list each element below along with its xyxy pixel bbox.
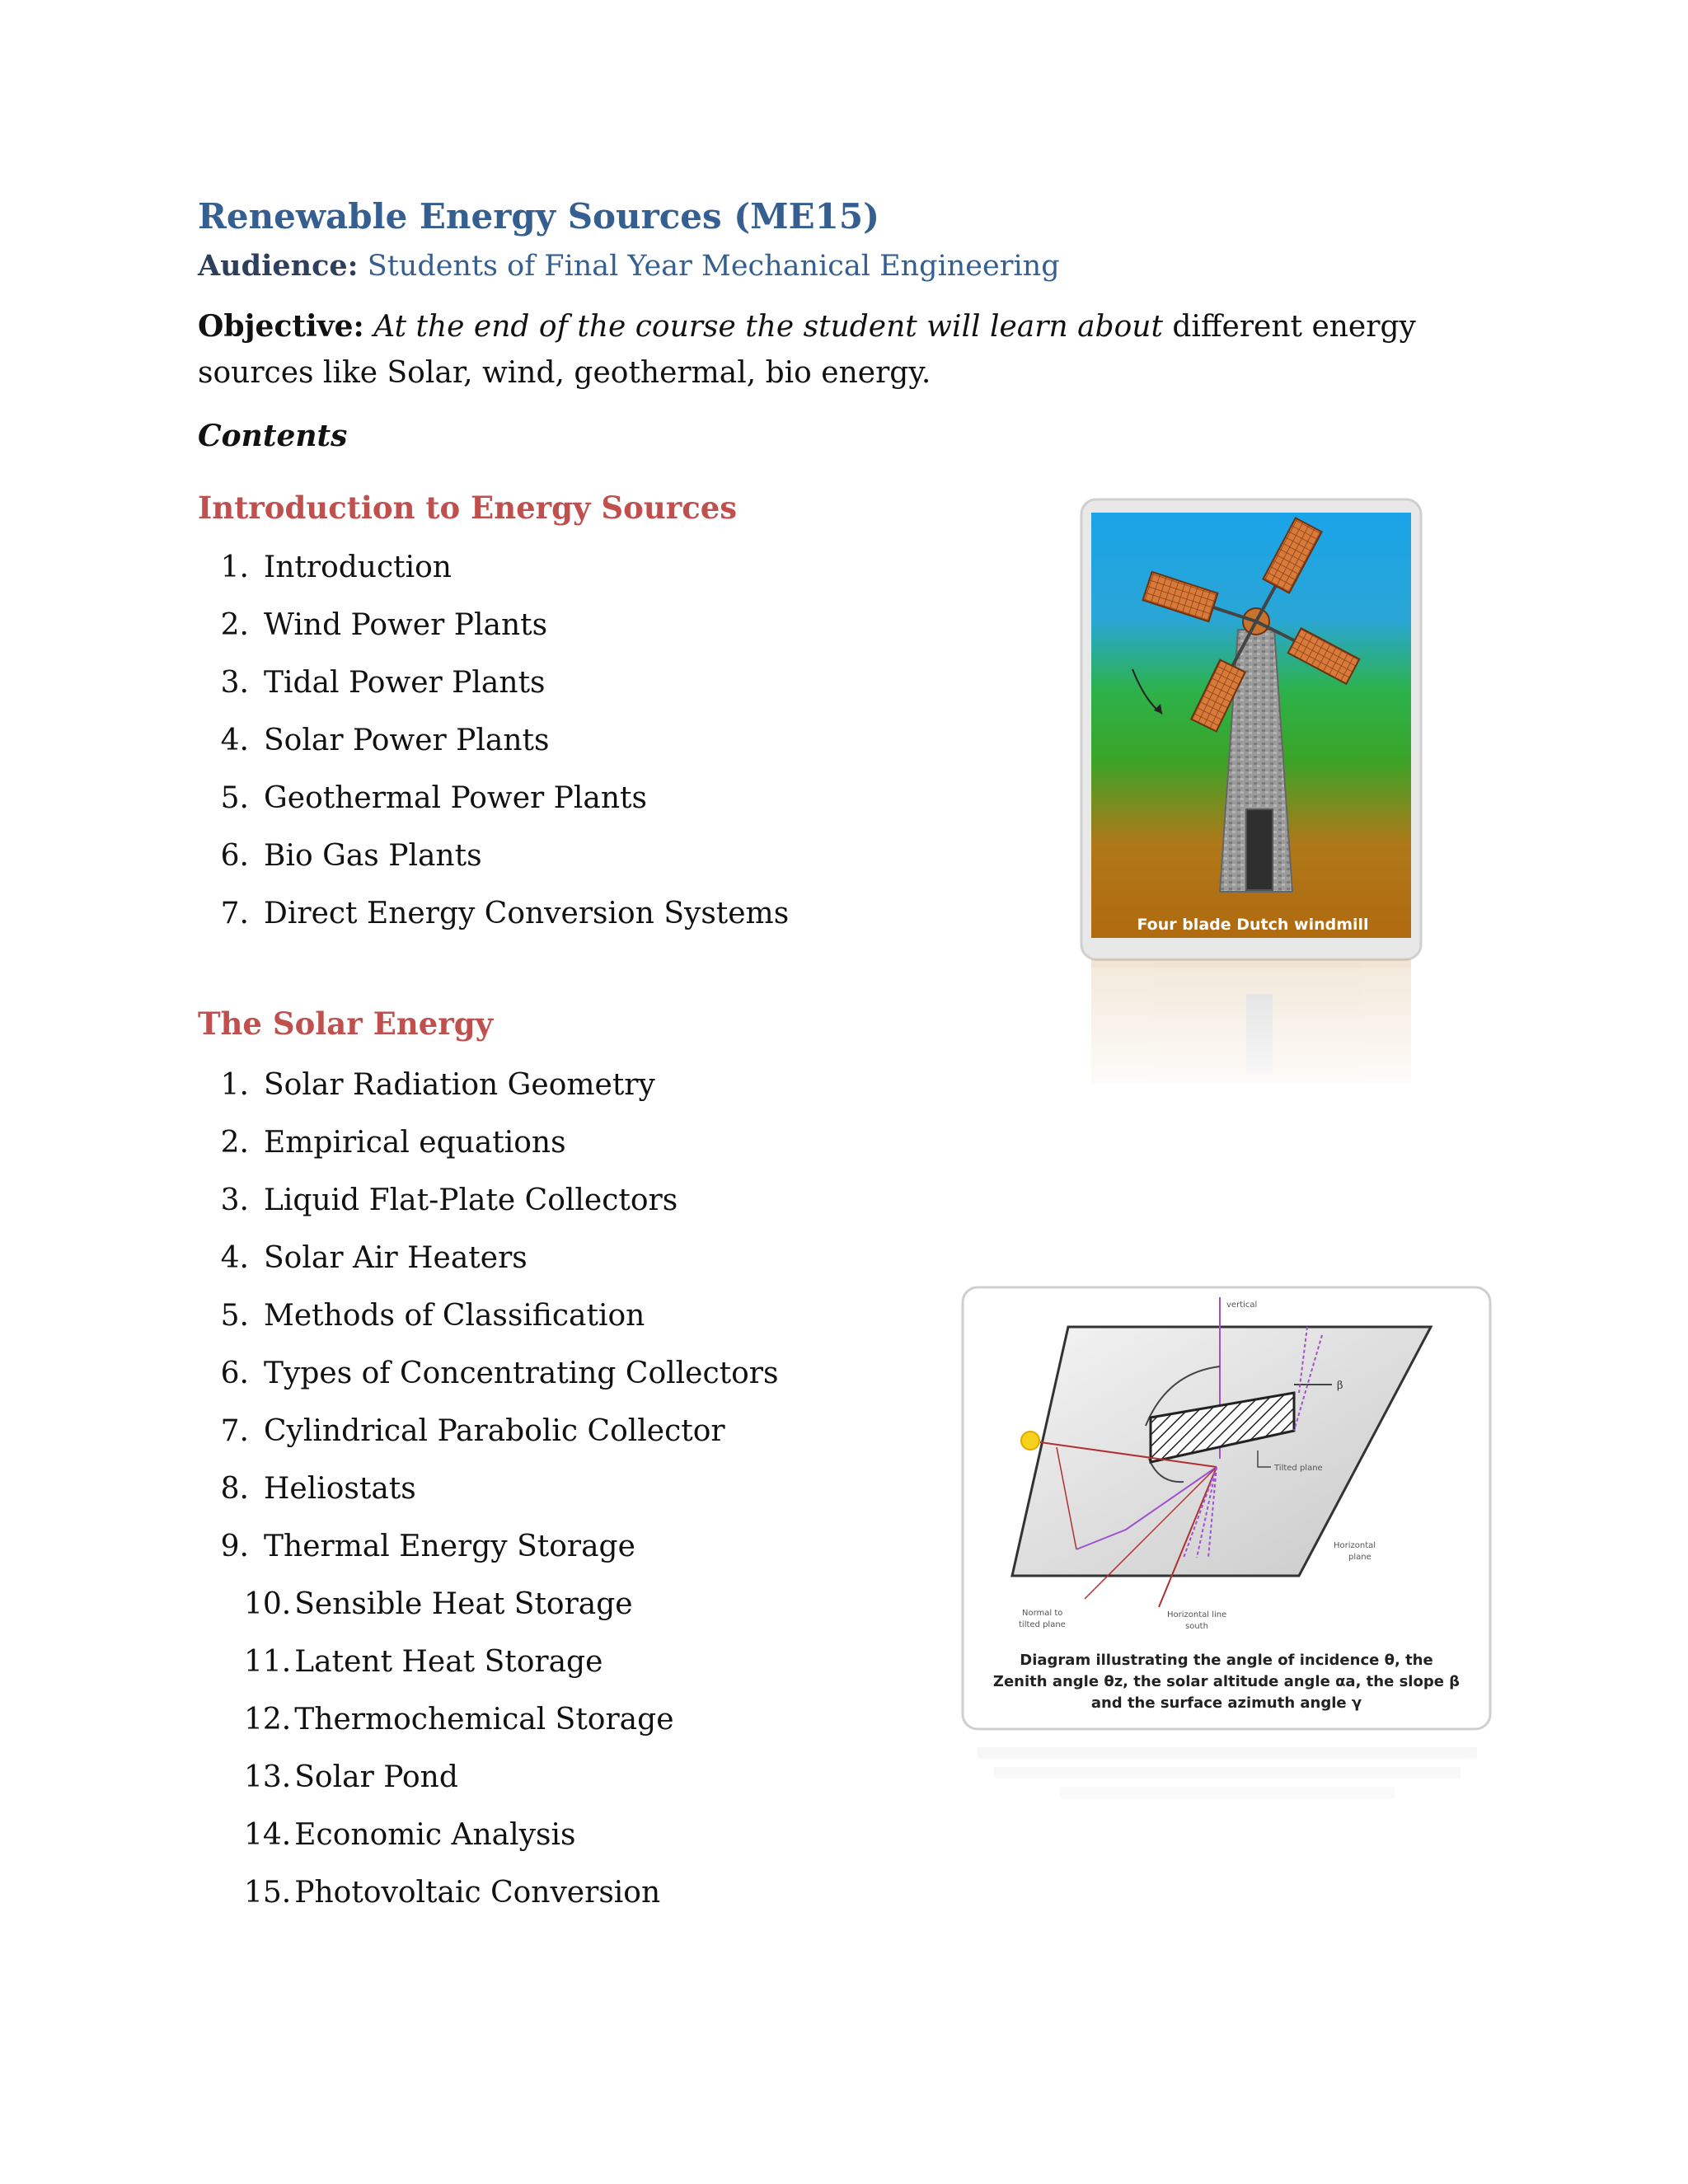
list-item — [198, 1749, 778, 1807]
list-item-number: 14. — [244, 1818, 292, 1852]
list-item-text: Direct Energy Conversion Systems — [264, 897, 790, 930]
list-item — [198, 827, 789, 885]
list-item-text: Introduction — [264, 551, 452, 584]
list-item-text: Solar Pond — [294, 1760, 458, 1794]
list-item — [198, 1403, 778, 1460]
list-item-number: 3. — [220, 1183, 249, 1217]
diagram-caption-line2: Zenith angle θz, the solar altitude angle αa, the slope β — [992, 1673, 1461, 1690]
list-item-text: Bio Gas Plants — [264, 839, 482, 873]
list-item — [198, 1057, 778, 1114]
list-item-text: Sensible Heat Storage — [294, 1587, 633, 1621]
list-item-number: 5. — [220, 1299, 249, 1333]
list-item — [198, 1633, 778, 1691]
list-item-text: Photovoltaic Conversion — [294, 1876, 661, 1910]
list-item-text: Tidal Power Plants — [264, 666, 546, 700]
windmill-figure — [1080, 498, 1426, 1108]
label-beta: β — [1337, 1380, 1343, 1392]
list-item-number: 1. — [220, 551, 249, 584]
list-item-text: Solar Air Heaters — [264, 1241, 528, 1275]
list-item-number: 1. — [220, 1068, 249, 1102]
windmill-illustration — [1080, 498, 1426, 1108]
list-item — [198, 1518, 778, 1576]
list-item-text: Geothermal Power Plants — [264, 781, 647, 815]
list-item-text: Solar Radiation Geometry — [264, 1068, 655, 1102]
label-horizontal-plane-1: Horizontal — [1334, 1541, 1376, 1550]
list-item-text: Solar Power Plants — [264, 724, 550, 757]
list-item — [198, 1287, 778, 1345]
list-item-number: 9. — [220, 1530, 249, 1563]
list-item-number: 5. — [220, 781, 249, 815]
list-item-number: 4. — [220, 724, 249, 757]
audience-line — [198, 249, 1060, 283]
label-normal-1: Normal to — [1022, 1609, 1063, 1618]
list-item-text: Liquid Flat-Plate Collectors — [264, 1183, 678, 1217]
page-title: Renewable Energy Sources (ME15) — [198, 196, 879, 237]
list-item — [198, 1576, 778, 1633]
list-item — [198, 1345, 778, 1403]
section-heading-solar: The Solar Energy — [198, 1005, 494, 1042]
label-horizontal-line-1: Horizontal line — [1167, 1610, 1227, 1619]
list-item-number: 7. — [220, 1414, 249, 1448]
list-item — [198, 597, 789, 654]
label-horizontal-line-2: south — [1185, 1622, 1208, 1631]
audience-label: Audience: — [198, 249, 359, 283]
diagram-caption-line3: and the surface azimuth angle γ — [1090, 1694, 1362, 1712]
list-item-text: Heliostats — [264, 1472, 416, 1506]
list-item-number: 10. — [244, 1587, 292, 1621]
list-item — [198, 654, 789, 712]
label-vertical: vertical — [1226, 1301, 1258, 1310]
intro-topic-list — [198, 539, 789, 943]
objective-paragraph — [198, 303, 1500, 396]
contents-label: Contents — [198, 419, 348, 453]
audience-text: Students of Final Year Mechanical Engineering — [367, 250, 1060, 283]
list-item — [198, 1864, 778, 1922]
list-item-number: 6. — [220, 839, 249, 873]
list-item-number: 12. — [244, 1703, 292, 1736]
list-item — [198, 1807, 778, 1864]
solar-geometry-illustration — [961, 1286, 1493, 1863]
list-item-text: Thermochemical Storage — [294, 1703, 674, 1736]
solar-angle-diagram — [961, 1286, 1493, 1863]
list-item-text: Wind Power Plants — [264, 608, 548, 642]
list-item-number: 2. — [220, 1126, 249, 1160]
label-horizontal-plane-2: plane — [1348, 1553, 1372, 1562]
diagram-caption-line1: Diagram illustrating the angle of incidence θ, the — [1020, 1652, 1433, 1669]
list-item-text: Thermal Energy Storage — [264, 1530, 635, 1563]
list-item — [198, 1230, 778, 1287]
list-item-text: Empirical equations — [264, 1126, 566, 1160]
objective-italic: At the end of the course the student will learn about — [373, 310, 1163, 344]
list-item-number: 8. — [220, 1472, 249, 1506]
section-heading-intro: Introduction to Energy Sources — [198, 490, 738, 526]
label-tilted-plane: Tilted plane — [1274, 1464, 1323, 1473]
list-item-text: Types of Concentrating Collectors — [264, 1357, 779, 1390]
list-item — [198, 539, 789, 597]
list-item — [198, 885, 789, 943]
list-item-text: Latent Heat Storage — [294, 1645, 603, 1679]
label-normal-2: tilted plane — [1019, 1620, 1066, 1629]
solar-topic-list — [198, 1057, 778, 1922]
list-item — [198, 1172, 778, 1230]
objective-rest: different energy sources like Solar, wind, geothermal, bio energy. — [198, 310, 1416, 390]
list-item-number: 2. — [220, 608, 249, 642]
list-item — [198, 712, 789, 770]
windmill-caption: Four blade Dutch windmill — [1137, 916, 1369, 934]
list-item-text: Methods of Classification — [264, 1299, 645, 1333]
list-item — [198, 1114, 778, 1172]
list-item — [198, 1691, 778, 1749]
list-item-number: 3. — [220, 666, 249, 700]
list-item — [198, 770, 789, 827]
list-item-number: 6. — [220, 1357, 249, 1390]
list-item-number: 11. — [244, 1645, 292, 1679]
list-item-number: 13. — [244, 1760, 292, 1794]
list-item-number: 7. — [220, 897, 249, 930]
list-item-number: 4. — [220, 1241, 249, 1275]
list-item-number: 15. — [244, 1876, 292, 1910]
list-item — [198, 1460, 778, 1518]
objective-label: Objective: — [198, 309, 364, 344]
list-item-text: Cylindrical Parabolic Collector — [264, 1414, 725, 1448]
list-item-text: Economic Analysis — [294, 1818, 576, 1852]
